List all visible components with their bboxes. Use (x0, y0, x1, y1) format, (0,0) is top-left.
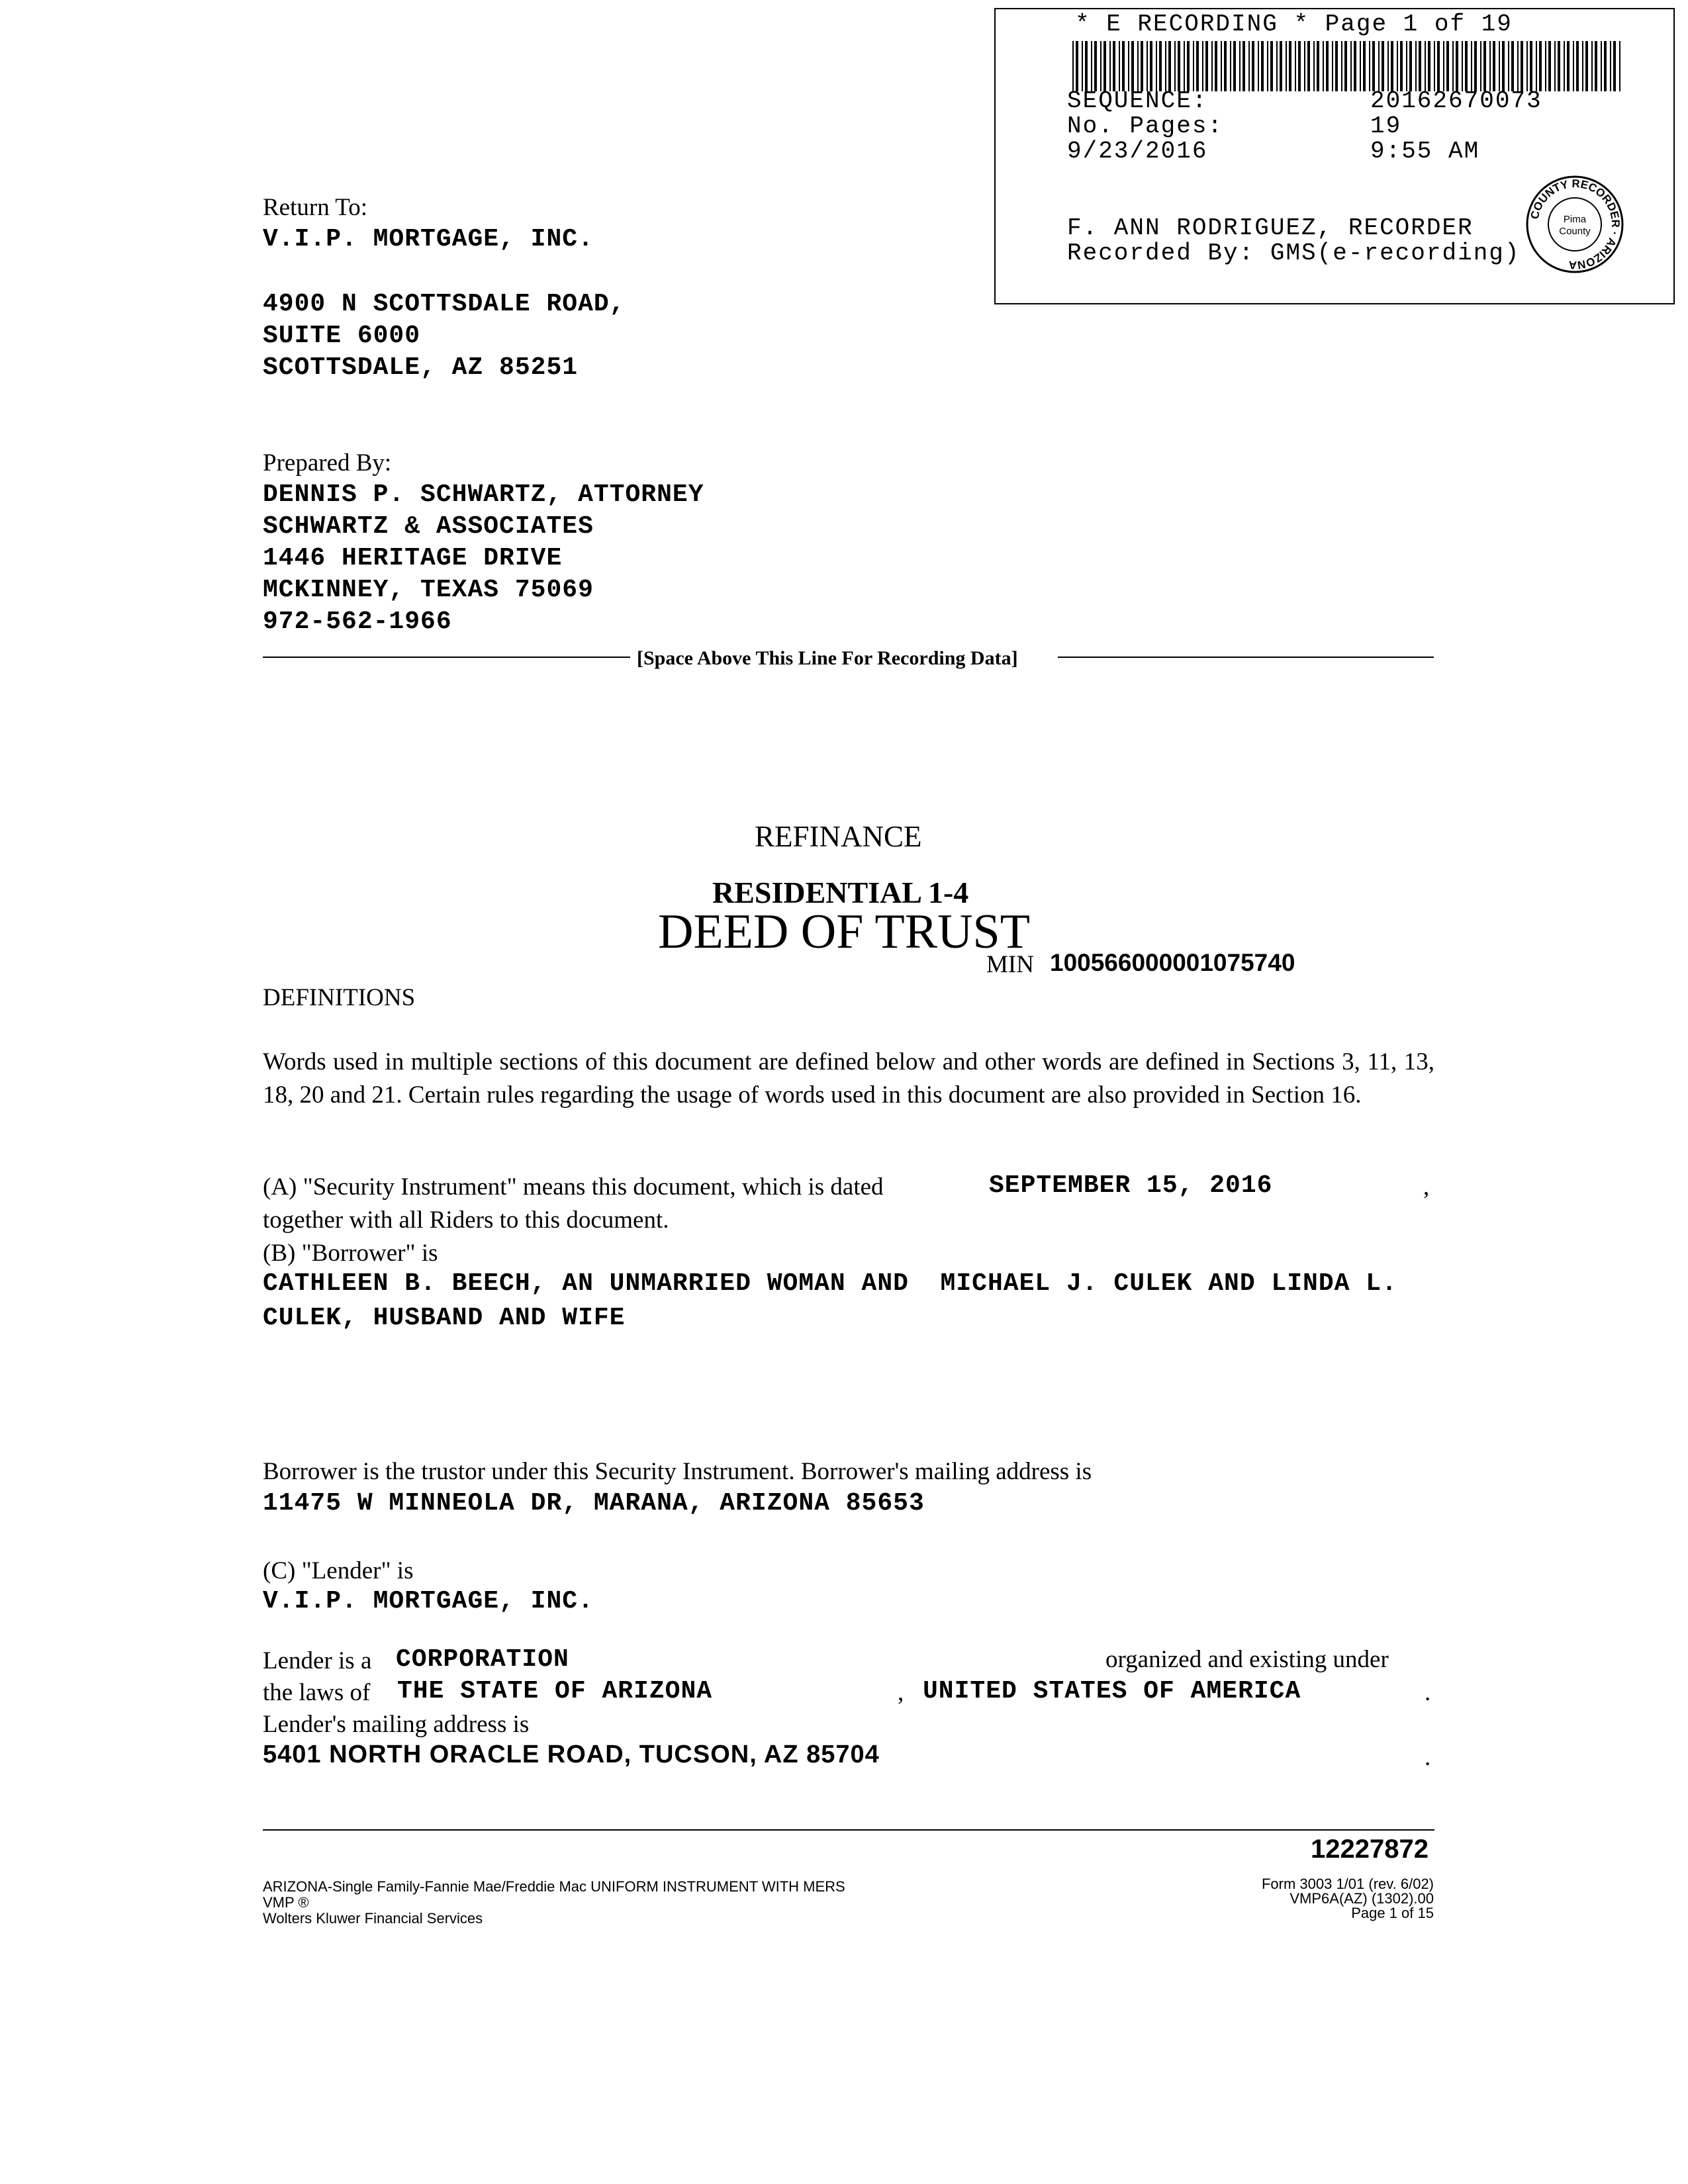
recording-time: 9:55 AM (1370, 138, 1480, 165)
return-to-address-line2: SUITE 6000 (263, 322, 421, 350)
min-label: MIN (986, 951, 1034, 978)
lender-entity-type: CORPORATION (396, 1645, 569, 1674)
seal-inner-line2: County (1559, 226, 1591, 237)
form-number: Form 3003 1/01 (rev. 6/02) (1261, 1876, 1434, 1892)
laws-period: . (1425, 1679, 1431, 1706)
recording-stamp-box (994, 8, 1675, 304)
definitions-intro: Words used in multiple sections of this document are defined below and other words are defined in Sections 3, 11, 13, 18, 20 and 21. Certain rules regarding the usage of words used in this document are also provided in Section 16. (263, 1048, 1434, 1109)
refinance-title: REFINANCE (755, 820, 922, 853)
page-number: Page 1 of 15 (1351, 1905, 1434, 1921)
security-instrument-date: SEPTEMBER 15, 2016 (989, 1171, 1273, 1200)
barcode (1072, 41, 1623, 91)
laws-comma: , (898, 1679, 904, 1706)
lender-mailing-address: 5401 NORTH ORACLE ROAD, TUCSON, AZ 85704 (263, 1741, 880, 1768)
prepared-by-line1: DENNIS P. SCHWARTZ, ATTORNEY (263, 480, 704, 509)
sequence-value: 20162670073 (1370, 87, 1542, 114)
space-above-line-label: [Space Above This Line For Recording Data] (637, 647, 1018, 669)
seal-outer-text: COUNTY RECORDER · ARIZONA (1528, 177, 1622, 272)
prepared-by-line4: MCKINNEY, TEXAS 75069 (263, 576, 594, 604)
return-to-name: V.I.P. MORTGAGE, INC. (263, 225, 594, 253)
prepared-by-label: Prepared By: (263, 449, 392, 477)
lender-is-a-text: Lender is a (263, 1647, 372, 1674)
lender-name: V.I.P. MORTGAGE, INC. (263, 1587, 594, 1615)
laws-of-text: the laws of (263, 1679, 371, 1706)
lender-mailing-label: Lender's mailing address is (263, 1711, 530, 1738)
definition-b-label: (B) "Borrower" is (263, 1240, 438, 1267)
lender-mailing-period: . (1425, 1744, 1431, 1771)
definition-a-text: (A) "Security Instrument" means this document, which is dated (263, 1173, 884, 1201)
pages-label: No. Pages: (1067, 113, 1224, 140)
definition-a-riders: together with all Riders to this document. (263, 1206, 669, 1234)
recording-date: 9/23/2016 (1067, 138, 1208, 165)
residential-title: RESIDENTIAL 1-4 (712, 876, 969, 909)
recording-divider-right (1058, 657, 1434, 658)
form-description: ARIZONA-Single Family-Fannie Mae/Freddie Mac UNIFORM INSTRUMENT WITH MERS (263, 1878, 845, 1895)
borrower-names-line1: CATHLEEN B. BEECH, AN UNMARRIED WOMAN AND MICHAEL J. CULEK AND LINDA L. (263, 1269, 1397, 1298)
sequence-label: SEQUENCE: (1067, 87, 1208, 114)
min-number: 100566000001075740 (1050, 949, 1295, 976)
return-to-label: Return To: (263, 194, 368, 221)
loan-number: 12227872 (1311, 1835, 1429, 1864)
lender-state: THE STATE OF ARIZONA (397, 1677, 713, 1706)
recording-divider-left (263, 657, 630, 658)
borrower-mailing-address: 11475 W MINNEOLA DR, MARANA, ARIZONA 85653 (263, 1489, 925, 1518)
definition-a-comma: , (1423, 1173, 1430, 1201)
recorded-by: Recorded By: GMS(e-recording) (1067, 240, 1521, 267)
seal-inner-line1: Pima (1563, 214, 1587, 225)
definition-c-label: (C) "Lender" is (263, 1557, 414, 1584)
footer-divider (263, 1829, 1434, 1831)
return-to-address-line1: 4900 N SCOTTSDALE ROAD, (263, 290, 626, 318)
lender-country: UNITED STATES OF AMERICA (923, 1677, 1301, 1706)
prepared-by-line3: 1446 HERITAGE DRIVE (263, 544, 563, 572)
borrower-names-line2: CULEK, HUSBAND AND WIFE (263, 1304, 626, 1332)
borrower-mailing-text: Borrower is the trustor under this Security Instrument. Borrower's mailing address is (263, 1458, 1092, 1485)
prepared-by-line2: SCHWARTZ & ASSOCIATES (263, 512, 594, 541)
recorder-name: F. ANN RODRIGUEZ, RECORDER (1067, 214, 1474, 242)
form-code: VMP6A(AZ) (1302).00 (1289, 1890, 1434, 1907)
county-recorder-seal (1525, 175, 1624, 274)
return-to-address-line3: SCOTTSDALE, AZ 85251 (263, 353, 579, 382)
organized-text: organized and existing under (1105, 1646, 1389, 1673)
publisher-name: Wolters Kluwer Financial Services (263, 1910, 483, 1927)
vmp-mark: VMP ® (263, 1894, 309, 1911)
definitions-heading: DEFINITIONS (263, 984, 416, 1011)
prepared-by-line5: 972-562-1966 (263, 608, 452, 636)
pages-value: 19 (1370, 113, 1402, 140)
recording-header: * E RECORDING * Page 1 of 19 (1075, 11, 1513, 38)
document-title: DEED OF TRUST (658, 905, 1030, 959)
